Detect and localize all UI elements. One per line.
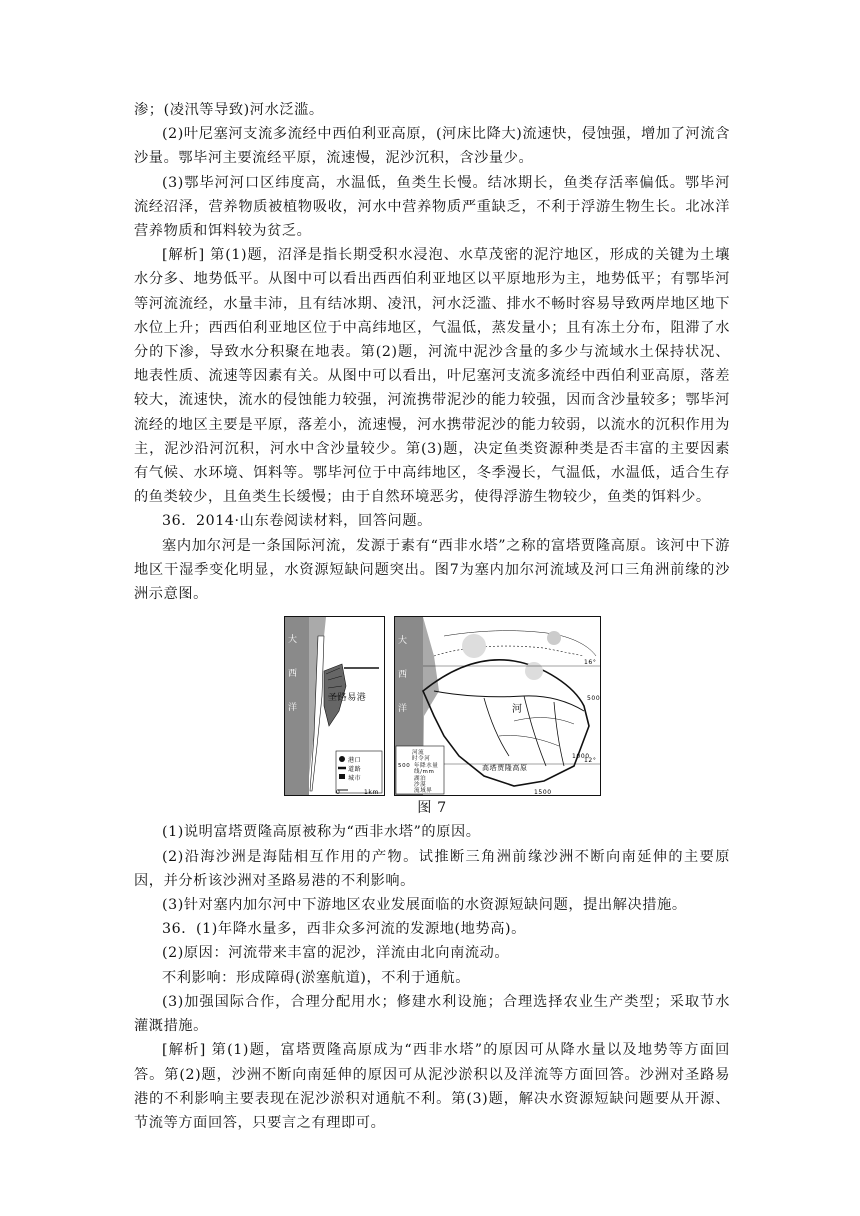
left-ocean-3: 洋	[288, 703, 298, 714]
left-map	[285, 617, 385, 797]
legend-500: 500	[398, 763, 411, 770]
question-36-material: 塞内加尔河是一条国际河流，发源于素有“西非水塔”之称的富塔贾隆高原。该河中下游地区干湿季变化明显，水资源短缺问题突出。图7为塞内加尔河流域及河口三角洲前缘的沙洲示意图。	[134, 537, 730, 603]
question-36-heading: 36．2014·山东卷阅读材料，回答问题。	[162, 513, 432, 530]
city-label-saint-louis: 圣路易港	[328, 693, 367, 704]
right-map	[395, 617, 601, 797]
answer-part-2: (2)叶尼塞河支流多流经中西伯利亚高原，(河床比降大)流速快，侵蚀强，增加了河流含沙量。鄂毕河主要流经平原，流速慢，泥沙沉积，含沙量少。	[134, 126, 730, 167]
contour-1500: 1500	[534, 789, 552, 797]
document-page	[134, 98, 730, 1135]
left-ocean-1: 大	[288, 635, 298, 646]
answer-2-impact: 不利影响：形成障碍(淤塞航道)，不利于通航。	[162, 969, 471, 986]
figure-caption: 图 7	[417, 800, 447, 817]
analysis-text-2: 第(1)题，富塔贾隆高原成为“西非水塔”的原因可从降水量以及地势等方面回答。第(2)题，沙洲不断向南延伸的原因可从泥沙淤积以及洋流等方面回答。沙洲对圣路易港的不利影响主要表现在泥沙淤积对通航不利。第(3)题，解决水资源短缺问题要从开源、节流等方面回答，只要言之有理即可。	[134, 1042, 730, 1131]
answer-2-reason: (2)原因：河流带来丰富的泥沙，洋流由北向南流动。	[162, 945, 510, 962]
latitude-16: 16°	[584, 659, 597, 667]
scale-zero: 0	[336, 789, 341, 797]
legend-rainfall-unit: 线/mm	[414, 769, 435, 776]
legend-basin-boundary: 流域界	[414, 788, 433, 795]
river-label: 河	[512, 704, 523, 716]
answer-1: 36．(1)年降水量多，西非众多河流的发源地(地势高)。	[162, 921, 526, 938]
contour-500: 500	[587, 695, 601, 703]
contour-1000: 1000	[572, 753, 590, 761]
answer-continuation: 渗；(凌汛等导致)河水泛滥。	[134, 102, 324, 118]
legend-city: 城市	[348, 775, 362, 783]
analysis-tag: [解析]	[162, 247, 205, 264]
analysis-paragraph-2	[134, 1038, 730, 1135]
legend-road: 道路	[348, 766, 362, 774]
plateau-label: 高塔贾隆高原	[482, 764, 528, 773]
figure-7	[284, 616, 602, 796]
question-3: (3)针对塞内加尔河中下游地区农业发展面临的水资源短缺问题，提出解决措施。	[162, 897, 687, 914]
right-ocean-2: 西	[398, 670, 408, 681]
question-2: (2)沿海沙洲是海陆相互作用的产物。试推断三角洲前缘沙洲不断向南延伸的主要原因，并分析该沙洲对圣路易港的不利影响。	[134, 848, 730, 889]
right-ocean-1: 大	[398, 636, 408, 647]
question-1: (1)说明富塔贾隆高原被称为“西非水塔”的原因。	[162, 824, 481, 841]
legend-lake: 湖泊	[414, 776, 427, 783]
analysis-tag-2: [解析]	[162, 1042, 206, 1059]
scale-km: 1km	[364, 789, 379, 797]
latitude-12: 12°	[584, 757, 597, 765]
analysis-text: 第(1)题，沼泽是指长期受积水浸泡、水草茂密的泥泞地区，形成的关键为土壤水分多、地势低平。从图中可以看出西西伯利亚地区以平原地形为主，地势低平；有鄂毕河等河流流经，水量丰沛，且有结冰期、凌汛，河水泛滥、排水不畅时容易导致两岸地区地下水位上升；西西伯利亚地区位于中高纬地区，气温低，蒸发量小；且有冻土分布，阻滞了水分的下渗，导致水分积聚在地表。第(2)题，河流中泥沙含量的多少与流域水土保持状况、地表性质、流速等因素有关。从图中可以看出，叶尼塞河支流多流经中西伯利亚高原，落差较大，流速快，流水的侵蚀能力较强，河流携带泥沙的能力较强，因而含沙量较多；鄂毕河流经的地区主要是平原，落差小，流速慢，河水携带泥沙的能力较弱，以流水的沉积作用为主，泥沙沿河沉积，河水中含沙量较少。第(3)题，决定鱼类资源种类是否丰富的主要因素有气候、水环境、饵料等。鄂毕河位于中高纬地区，冬季漫长，气温低，水温低，适合生存的鱼类较少，且鱼类生长缓慢；由于自然环境恶劣，使得浮游生物较少，鱼类的饵料少。	[134, 247, 730, 506]
legend-seasonal-river: 时令河	[412, 756, 431, 763]
answer-3: (3)加强国际合作，合理分配用水；修建水利设施；合理选择农业生产类型；采取节水灌溉措施。	[134, 993, 730, 1035]
legend-port: 港口	[348, 757, 362, 765]
legend-river: 河流	[412, 750, 425, 757]
senegal-river-map	[284, 616, 602, 796]
analysis-paragraph-1	[134, 243, 730, 509]
right-ocean-3: 洋	[398, 704, 408, 715]
legend-desert: 沙漠	[414, 782, 427, 789]
legend-rainfall: 年降水量	[414, 763, 439, 770]
left-ocean-2: 西	[288, 669, 298, 680]
answer-part-3: (3)鄂毕河河口区纬度高，水温低，鱼类生长慢。结冰期长，鱼类存活率偏低。鄂毕河流经沼泽，营养物质被植物吸收，河水中营养物质严重缺乏，不利于浮游生物生长。北冰洋营养物质和饵料较为贫乏。	[134, 174, 730, 240]
